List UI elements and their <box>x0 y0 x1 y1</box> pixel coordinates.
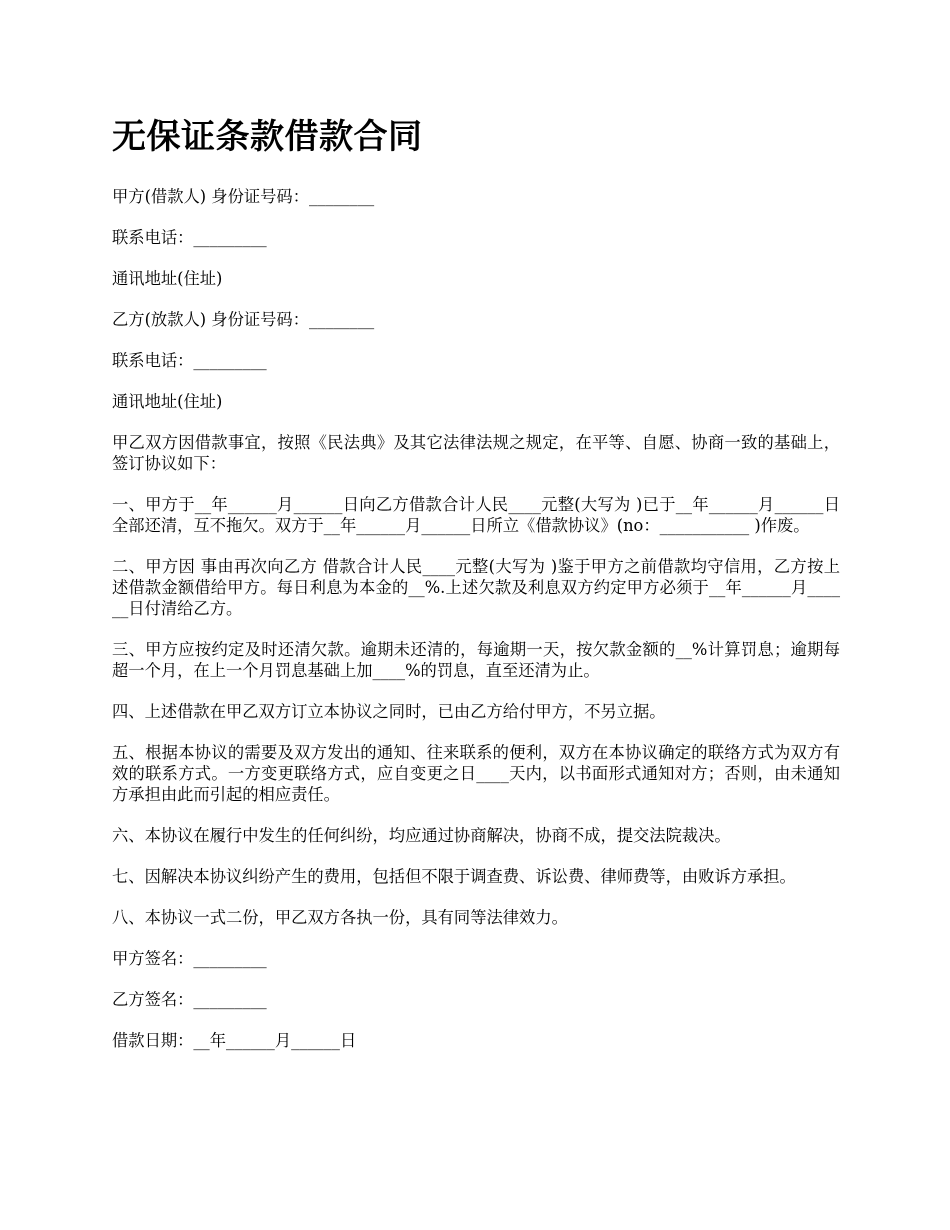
document-title: 无保证条款借款合同 <box>112 117 423 157</box>
party-b-id-line: 乙方(放款人) 身份证号码：________ <box>112 310 375 329</box>
party-b-signature-line: 乙方签名：_________ <box>112 990 267 1009</box>
document-page <box>112 112 840 1071</box>
clause-2: 二、甲方因 事由再次向乙方 借款合计人民____元整(大写为 )鉴于甲方之前借款均守信用，乙方按上述借款金额借给甲方。每日利息为本金的__%.上述欠款及利息双方约定甲方必须于__年______月______日付清给乙方。 <box>112 557 840 618</box>
clause-4: 四、上述借款在甲乙双方订立本协议之同时，已由乙方给付甲方，不另立据。 <box>112 702 666 721</box>
party-a-phone-line: 联系电话：_________ <box>112 228 267 247</box>
party-a-address-line: 通讯地址(住址) <box>112 269 223 288</box>
clause-7: 七、因解决本协议纠纷产生的费用，包括但不限于调查费、诉讼费、律师费等，由败诉方承担。 <box>112 867 796 886</box>
clause-1: 一、甲方于__年______月______日向乙方借款合计人民____元整(大写为 )已于__年______月______日全部还清，互不拖欠。双方于__年______月______日所立《借款协议》(no：___________ )作废。 <box>112 495 840 535</box>
party-b-address-line: 通讯地址(住址) <box>112 392 223 411</box>
party-b-phone-line: 联系电话：_________ <box>112 351 267 370</box>
party-a-signature-line: 甲方签名：_________ <box>112 949 267 968</box>
preamble-paragraph: 甲乙双方因借款事宜，按照《民法典》及其它法律法规之规定，在平等、自愿、协商一致的基础上，签订协议如下： <box>112 433 840 473</box>
clause-6: 六、本协议在履行中发生的任何纠纷，均应通过协商解决，协商不成，提交法院裁决。 <box>112 826 731 845</box>
party-a-id-line: 甲方(借款人) 身份证号码：________ <box>112 187 375 206</box>
clause-8: 八、本协议一式二份，甲乙双方各执一份，具有同等法律效力。 <box>112 908 568 927</box>
clause-3: 三、甲方应按约定及时还清欠款。逾期未还清的，每逾期一天，按欠款金额的__%计算罚息；逾期每超一个月，在上一个月罚息基础上加____%的罚息，直至还清为止。 <box>112 640 840 680</box>
loan-date-line: 借款日期：__年______月______日 <box>112 1031 357 1050</box>
clause-5: 五、根据本协议的需要及双方发出的通知、往来联系的便利，双方在本协议确定的联络方式为双方有效的联系方式。一方变更联络方式，应自变更之日____天内，以书面形式通知对方；否则，由未通知方承担由此而引起的相应责任。 <box>112 743 840 804</box>
